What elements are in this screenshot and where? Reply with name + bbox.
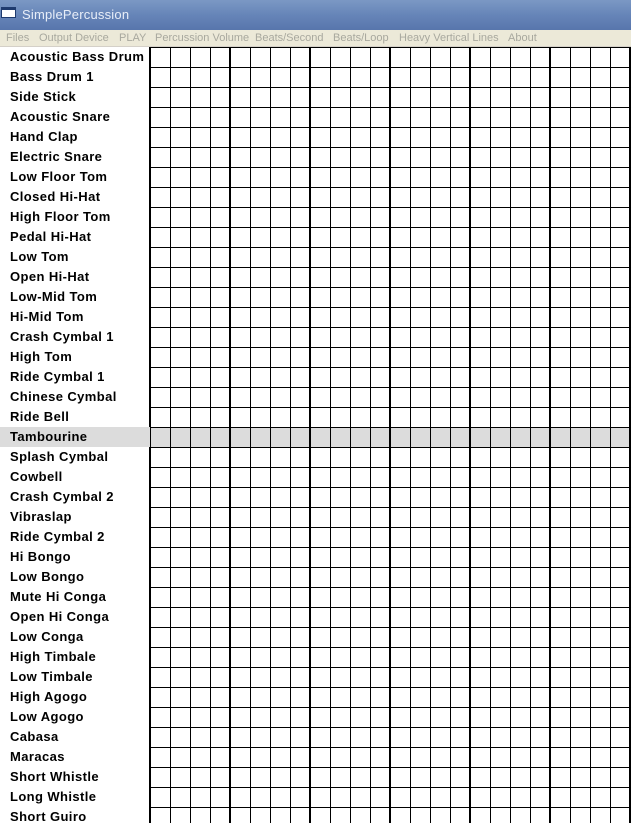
menu-output-device[interactable]: Output Device	[39, 32, 109, 44]
instrument-label-ride-cymbal-1[interactable]: Ride Cymbal 1	[10, 369, 105, 384]
instrument-label-acoustic-snare[interactable]: Acoustic Snare	[10, 109, 111, 124]
instrument-label-crash-cymbal-2[interactable]: Crash Cymbal 2	[10, 489, 114, 504]
instrument-label-open-hi-hat[interactable]: Open Hi-Hat	[10, 269, 90, 284]
menu-beats-per-second[interactable]: Beats/Second	[255, 32, 324, 44]
sequencer-area	[0, 47, 631, 823]
instrument-label-tambourine[interactable]: Tambourine	[0, 427, 150, 447]
instrument-label-maracas[interactable]: Maracas	[10, 749, 65, 764]
instrument-label-bass-drum-1[interactable]: Bass Drum 1	[10, 69, 94, 84]
instrument-label-low-floor-tom[interactable]: Low Floor Tom	[10, 169, 108, 184]
instrument-label-low-mid-tom[interactable]: Low-Mid Tom	[10, 289, 98, 304]
instrument-label-splash-cymbal[interactable]: Splash Cymbal	[10, 449, 109, 464]
title-bar	[0, 0, 631, 30]
instrument-label-mute-hi-conga[interactable]: Mute Hi Conga	[10, 589, 107, 604]
instrument-label-cowbell[interactable]: Cowbell	[10, 469, 63, 484]
menu-percussion-volume[interactable]: Percussion Volume	[155, 32, 250, 44]
instrument-label-pedal-hi-hat[interactable]: Pedal Hi-Hat	[10, 229, 92, 244]
instrument-label-closed-hi-hat[interactable]: Closed Hi-Hat	[10, 189, 101, 204]
instrument-label-electric-snare[interactable]: Electric Snare	[10, 149, 103, 164]
instrument-label-hi-bongo[interactable]: Hi Bongo	[10, 549, 71, 564]
instrument-label-low-tom[interactable]: Low Tom	[10, 249, 69, 264]
instrument-label-low-timbale[interactable]: Low Timbale	[10, 669, 93, 684]
instrument-label-hand-clap[interactable]: Hand Clap	[10, 129, 78, 144]
instrument-label-open-hi-conga[interactable]: Open Hi Conga	[10, 609, 110, 624]
instrument-label-long-whistle[interactable]: Long Whistle	[10, 789, 97, 804]
menu-beats-per-loop[interactable]: Beats/Loop	[333, 32, 389, 44]
window-icon[interactable]	[1, 7, 16, 18]
instrument-label-low-agogo[interactable]: Low Agogo	[10, 709, 84, 724]
instrument-label-cabasa[interactable]: Cabasa	[10, 729, 59, 744]
instrument-label-short-guiro[interactable]: Short Guiro	[10, 809, 87, 823]
instrument-label-chinese-cymbal[interactable]: Chinese Cymbal	[10, 389, 117, 404]
instrument-label-side-stick[interactable]: Side Stick	[10, 89, 77, 104]
instrument-label-high-agogo[interactable]: High Agogo	[10, 689, 88, 704]
instrument-label-short-whistle[interactable]: Short Whistle	[10, 769, 99, 784]
instrument-label-low-conga[interactable]: Low Conga	[10, 629, 84, 644]
menu-bar	[0, 30, 631, 47]
instrument-label-hi-mid-tom[interactable]: Hi-Mid Tom	[10, 309, 84, 324]
instrument-label-ride-bell[interactable]: Ride Bell	[10, 409, 70, 424]
menu-heavy-vertical-lines[interactable]: Heavy Vertical Lines	[399, 32, 499, 44]
instrument-label-low-bongo[interactable]: Low Bongo	[10, 569, 85, 584]
window-title: SimplePercussion	[22, 7, 130, 22]
instrument-label-high-tom[interactable]: High Tom	[10, 349, 73, 364]
instrument-label-high-floor-tom[interactable]: High Floor Tom	[10, 209, 111, 224]
menu-files[interactable]: Files	[6, 32, 30, 44]
instrument-label-high-timbale[interactable]: High Timbale	[10, 649, 97, 664]
instrument-label-crash-cymbal-1[interactable]: Crash Cymbal 1	[10, 329, 114, 344]
instrument-label-ride-cymbal-2[interactable]: Ride Cymbal 2	[10, 529, 105, 544]
instrument-label-vibraslap[interactable]: Vibraslap	[10, 509, 72, 524]
menu-about[interactable]: About	[508, 32, 537, 44]
menu-play[interactable]: PLAY	[119, 32, 147, 44]
instrument-label-acoustic-bass-drum[interactable]: Acoustic Bass Drum	[10, 49, 145, 64]
